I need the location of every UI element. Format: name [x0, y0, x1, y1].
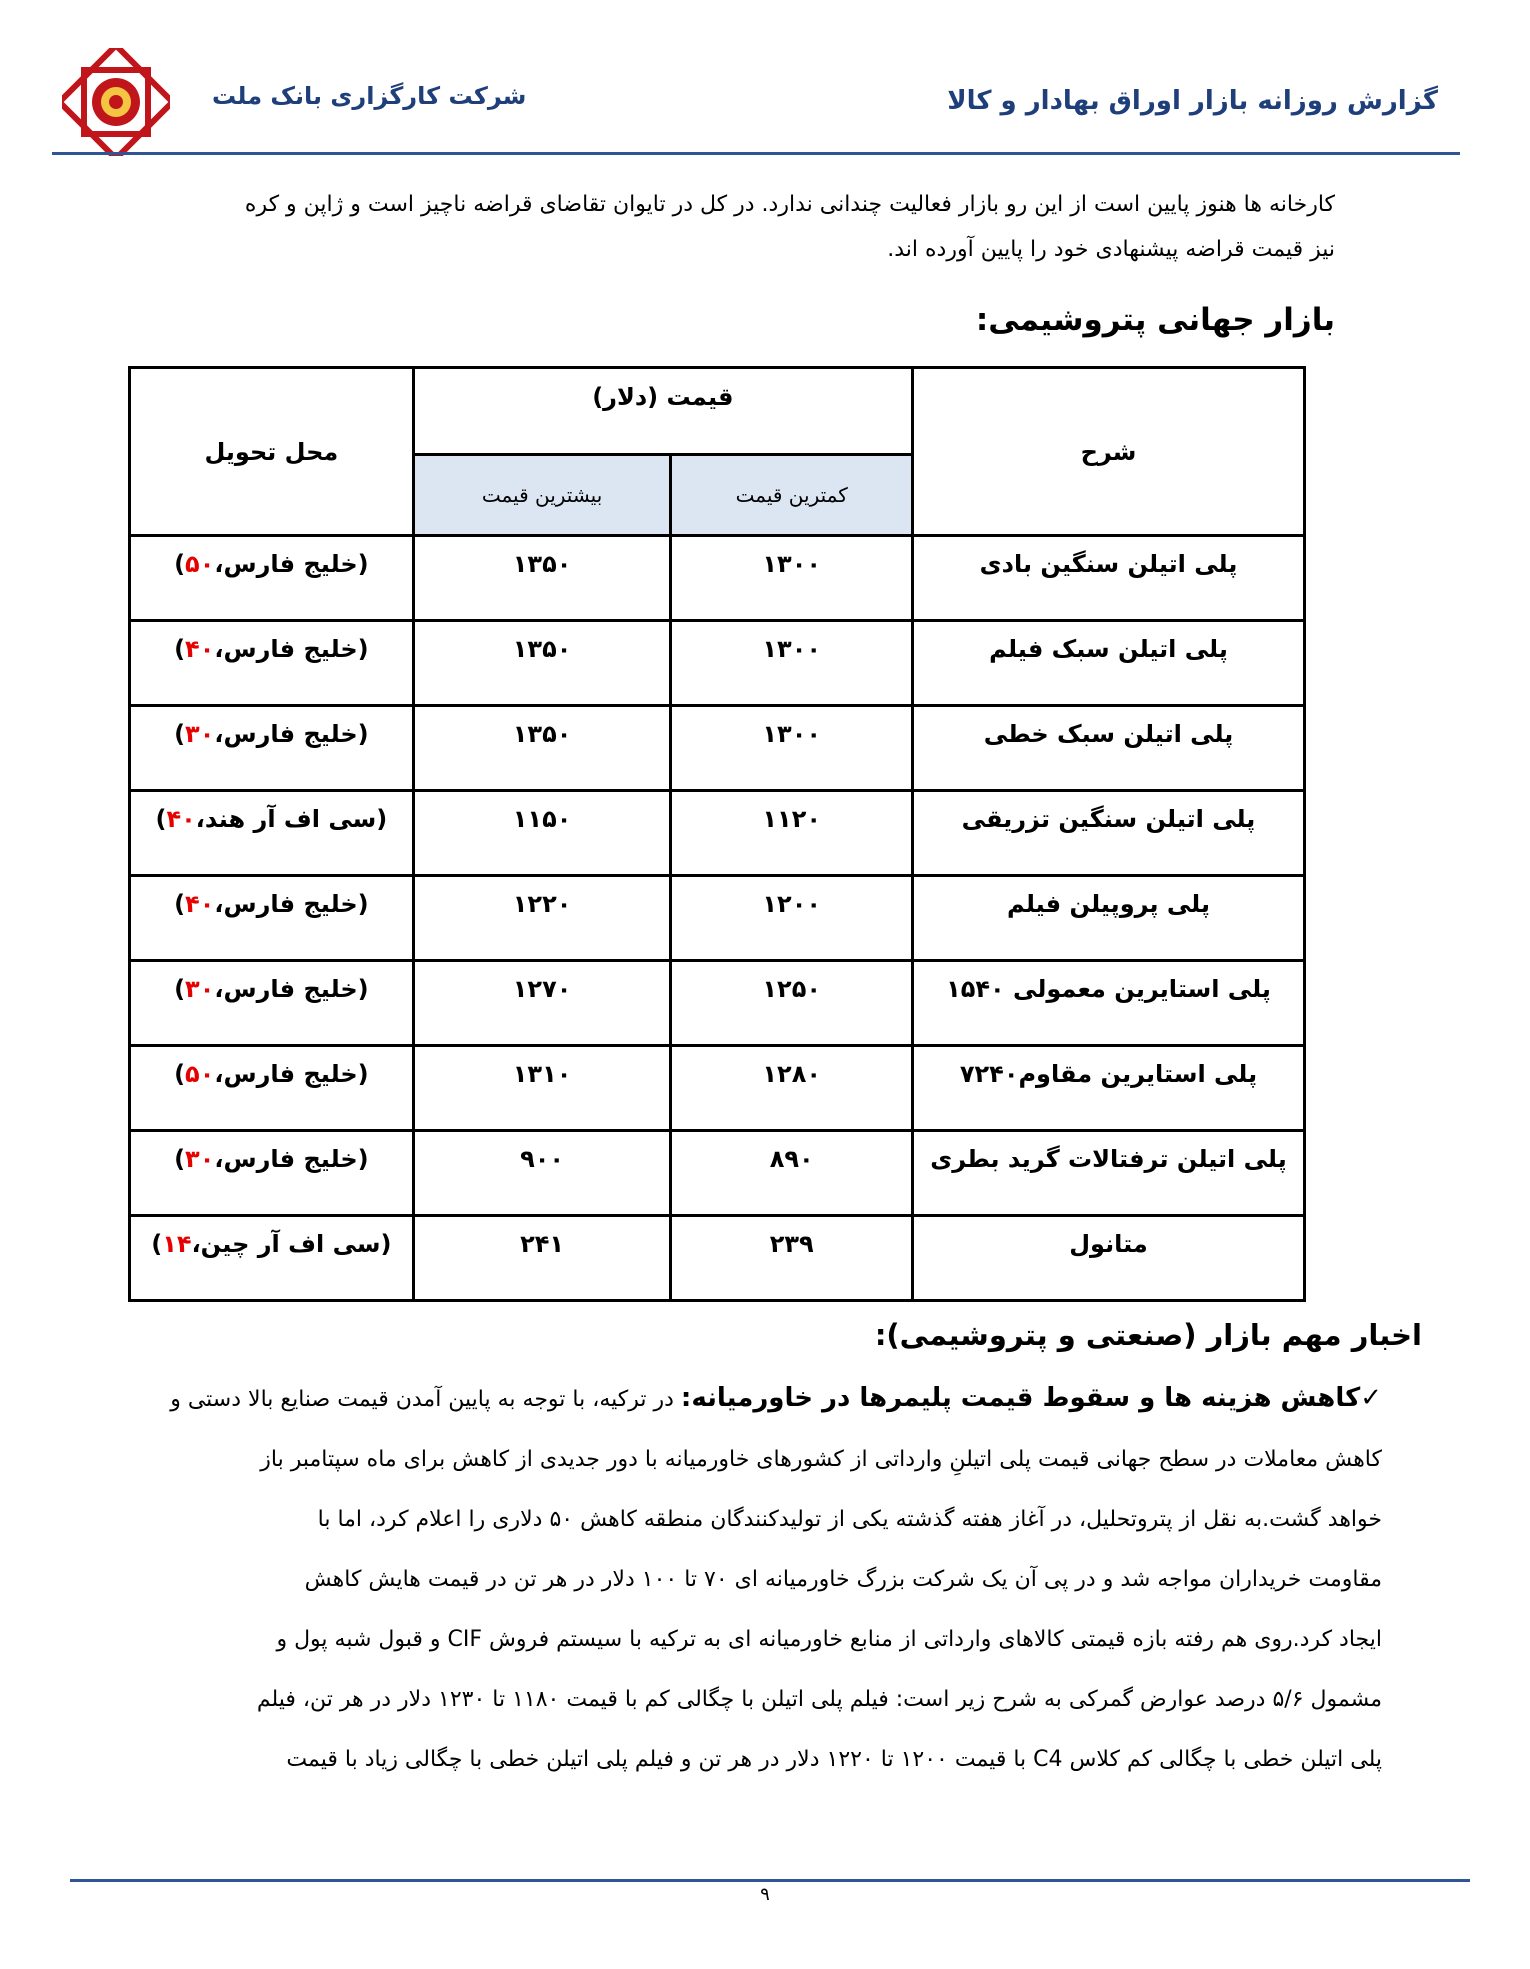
table-row: [130, 876, 1305, 961]
cell-max-price: ۱۳۱۰: [413, 1046, 671, 1131]
cell-max-price: ۱۳۵۰: [413, 536, 671, 621]
news-first-line: [140, 1368, 1382, 1430]
report-title: گزارش روزانه بازار اوراق بهادار و کالا: [947, 86, 1438, 116]
cell-max-price: ۲۴۱: [413, 1216, 671, 1301]
checkmark-icon: ✓: [1360, 1383, 1382, 1413]
cell-delivery: (خلیج فارس،۳۰): [130, 961, 414, 1046]
table-row: [130, 961, 1305, 1046]
cell-description: پلی اتیلن ترفتالات گرید بطری: [913, 1131, 1305, 1216]
intro-paragraph: [140, 182, 1335, 272]
cell-max-price: ۱۱۵۰: [413, 791, 671, 876]
cell-delivery: (سی اف آر چین،۱۴): [130, 1216, 414, 1301]
table-row: [130, 1131, 1305, 1216]
petrochemical-price-table: [128, 366, 1306, 1302]
table-row: [130, 1216, 1305, 1301]
cell-description: پلی پروپیلن فیلم: [913, 876, 1305, 961]
table-header-row: [130, 368, 1305, 455]
news-section-title: اخبار مهم بازار (صنعتی و پتروشیمی):: [874, 1318, 1422, 1352]
cell-min-price: ۱۳۰۰: [671, 621, 913, 706]
header-rule: [52, 152, 1460, 155]
table-row: [130, 621, 1305, 706]
table-row: [130, 706, 1305, 791]
cell-min-price: ۱۲۸۰: [671, 1046, 913, 1131]
footer-rule: [70, 1879, 1470, 1882]
cell-max-price: ۹۰۰: [413, 1131, 671, 1216]
page-number: ۹: [760, 1884, 770, 1905]
section-title: بازار جهانی پتروشیمی:: [975, 302, 1335, 338]
cell-delivery: (خلیج فارس،۳۰): [130, 706, 414, 791]
table-row: [130, 1046, 1305, 1131]
text-line: ایجاد کرد.روی هم رفته بازه قیمتی کالاهای وارداتی از منابع خاورمیانه ای به ترکیه با سیستم فروش CIF و قبول شبه پول و: [276, 1627, 1382, 1652]
cell-description: پلی اتیلن سبک فیلم: [913, 621, 1305, 706]
header-max-price: بیشترین قیمت: [413, 455, 671, 536]
cell-description: پلی اتیلن سنگین بادی: [913, 536, 1305, 621]
header-description: شرح: [913, 368, 1305, 536]
header-price-group: قیمت (دلار): [413, 368, 912, 455]
cell-max-price: ۱۲۷۰: [413, 961, 671, 1046]
cell-min-price: ۱۲۰۰: [671, 876, 913, 961]
text-line: کارخانه ها هنوز پایین است از این رو بازار فعالیت چندانی ندارد. در کل در تایوان تقاضای قراضه ناچیز است و ژاپن و کره: [244, 192, 1335, 217]
header-delivery: محل تحویل: [130, 368, 414, 536]
news-item: [140, 1368, 1382, 1790]
cell-description: پلی اتیلن سنگین تزریقی: [913, 791, 1305, 876]
cell-min-price: ۱۳۰۰: [671, 706, 913, 791]
cell-description: پلی اتیلن سبک خطی: [913, 706, 1305, 791]
cell-delivery: (خلیج فارس،۵۰): [130, 536, 414, 621]
text-line: مشمول ۵/۶ درصد عوارض گمرکی به شرح زیر است: فیلم پلی اتیلن با چگالی کم با قیمت ۱۱۸۰ تا ۱۲۳۰ دلار در هر تن، فیلم: [256, 1687, 1382, 1712]
news-headline: کاهش هزینه ها و سقوط قیمت پلیمرها در خاورمیانه:: [680, 1383, 1361, 1413]
cell-description: پلی استایرین مقاوم۷۲۴۰: [913, 1046, 1305, 1131]
cell-delivery: (خلیج فارس،۴۰): [130, 621, 414, 706]
cell-delivery: (خلیج فارس،۵۰): [130, 1046, 414, 1131]
news-text: در ترکیه، با توجه به پایین آمدن قیمت صنایع بالا دستی و: [170, 1387, 681, 1412]
company-name: شرکت کارگزاری بانک ملت: [212, 82, 527, 110]
cell-max-price: ۱۳۵۰: [413, 621, 671, 706]
cell-delivery: (خلیج فارس،۴۰): [130, 876, 414, 961]
text-line: مقاومت خریداران مواجه شد و در پی آن یک شرکت بزرگ خاورمیانه ای ۷۰ تا ۱۰۰ دلار در هر تن در قیمت هایش کاهش: [304, 1567, 1382, 1592]
cell-description: پلی استایرین معمولی ۱۵۴۰: [913, 961, 1305, 1046]
text-line: خواهد گشت.به نقل از پتروتحلیل، در آغاز هفته گذشته یکی از تولیدکنندگان منطقه کاهش ۵۰ دلاری را اعلام کرد، اما با: [317, 1507, 1382, 1532]
text-line: نیز قیمت قراضه پیشنهادی خود را پایین آورده اند.: [887, 237, 1335, 262]
cell-max-price: ۱۲۲۰: [413, 876, 671, 961]
header-min-price: کمترین قیمت: [671, 455, 913, 536]
table-row: [130, 791, 1305, 876]
cell-min-price: ۸۹۰: [671, 1131, 913, 1216]
cell-min-price: ۱۳۰۰: [671, 536, 913, 621]
text-line: کاهش معاملات در سطح جهانی قیمت پلی اتیلنِ وارداتی از کشورهای خاورمیانه با دور جدیدی از کاهش برای ماه سپتامبر باز: [260, 1447, 1382, 1472]
cell-description: متانول: [913, 1216, 1305, 1301]
cell-min-price: ۱۲۵۰: [671, 961, 913, 1046]
cell-min-price: ۱۱۲۰: [671, 791, 913, 876]
text-line: پلی اتیلن خطی با چگالی کم کلاس C4 با قیمت ۱۲۰۰ تا ۱۲۲۰ دلار در هر تن و فیلم پلی اتیلن خطی با چگالی زیاد با قیمت: [286, 1747, 1382, 1772]
cell-max-price: ۱۳۵۰: [413, 706, 671, 791]
table-row: [130, 536, 1305, 621]
cell-delivery: (خلیج فارس،۳۰): [130, 1131, 414, 1216]
cell-delivery: (سی اف آر هند،۴۰): [130, 791, 414, 876]
cell-min-price: ۲۳۹: [671, 1216, 913, 1301]
company-logo: [62, 48, 170, 156]
